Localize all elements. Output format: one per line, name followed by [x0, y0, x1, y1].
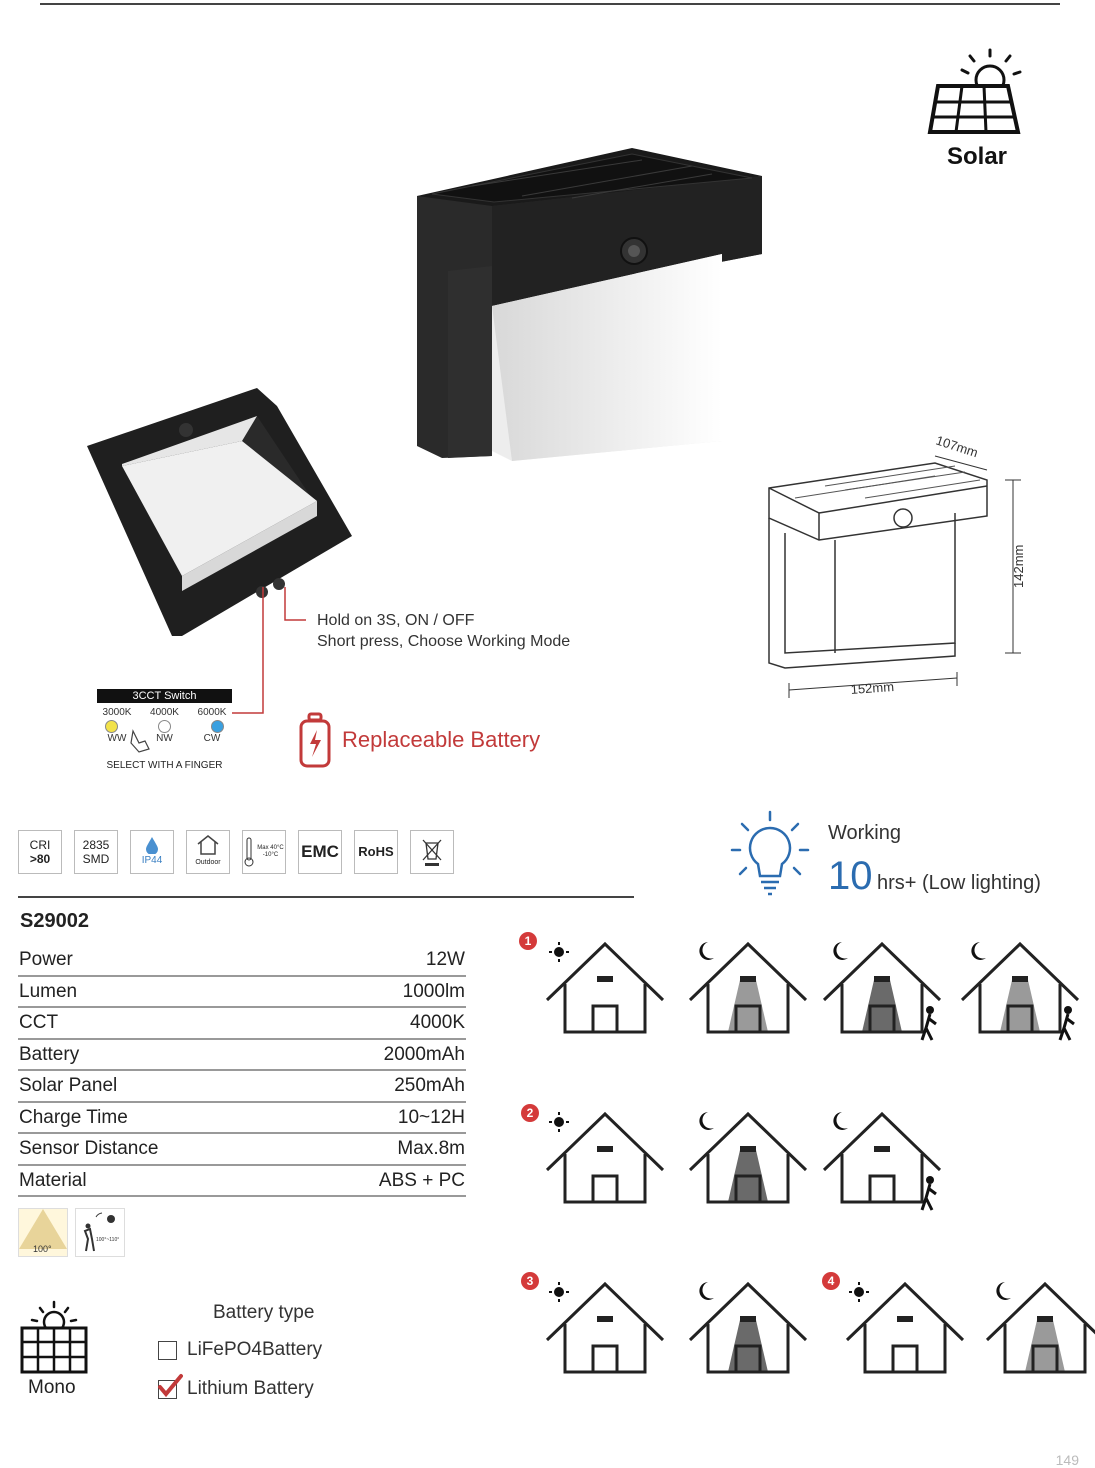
house-mode-icon: [545, 940, 665, 1050]
spec-label: CCT: [19, 1012, 59, 1033]
house-mode-icon: [845, 1280, 965, 1390]
spec-value: 10~12H: [397, 1106, 465, 1128]
solar-label: Solar: [946, 143, 1008, 170]
spec-label: Material: [19, 1169, 87, 1191]
dim-height: 142mm: [1011, 544, 1026, 588]
house-outline-icon: [196, 834, 220, 856]
house-mode-icon: [822, 1110, 942, 1220]
outdoor-icon: [186, 830, 230, 874]
replaceable-battery-label: Replaceable Battery: [342, 727, 541, 752]
battery-option-lithium[interactable]: [158, 1378, 314, 1400]
temp-min: -10°C: [262, 852, 279, 858]
temp-max: Max 40°C: [257, 845, 284, 851]
cct-temp: 6000K: [197, 707, 227, 718]
spec-label: Sensor Distance: [19, 1138, 159, 1159]
cct-code: NW: [156, 733, 173, 744]
spec-row: [18, 1040, 466, 1072]
smd-label: SMD: [82, 852, 110, 866]
house-mode-icon: [985, 1280, 1095, 1390]
product-image-front: [412, 146, 772, 466]
outdoor-label: Outdoor: [195, 859, 221, 866]
mode-number-badge: 2: [521, 1104, 539, 1122]
battery-option-lifepo4[interactable]: [158, 1339, 322, 1361]
spec-value: 250mAh: [394, 1075, 465, 1096]
mode-number-badge: 1: [519, 932, 537, 950]
mode-number-badge: 3: [521, 1272, 539, 1290]
finger-icon: [127, 729, 151, 753]
spec-value: 2000mAh: [383, 1043, 465, 1065]
model-number: S29002: [20, 910, 89, 932]
spec-label: Charge Time: [19, 1106, 128, 1128]
spec-row: [18, 1134, 466, 1166]
cri-value: >80: [29, 852, 51, 866]
temperature-icon: [242, 830, 286, 874]
rohs-label: RoHS: [358, 844, 394, 859]
mono-label: Mono: [28, 1377, 76, 1398]
house-mode-icon: [960, 940, 1080, 1050]
water-drop-icon: [145, 836, 159, 854]
house-mode-icon: [545, 1110, 665, 1220]
spec-label: Battery: [19, 1043, 80, 1065]
working-hours: [828, 854, 1041, 899]
spec-label: Solar Panel: [19, 1075, 118, 1096]
smd-number: 2835: [82, 838, 110, 852]
working-hours-number: 10: [828, 854, 873, 898]
cct-dot-ww[interactable]: [105, 720, 118, 733]
cct-footer: SELECT WITH A FINGER: [106, 760, 223, 771]
hint-line-1: Hold on 3S, ON / OFF: [317, 612, 475, 629]
product-image-bottom: [82, 386, 357, 641]
solar-badge: [922, 42, 1032, 172]
spec-row: [18, 945, 466, 977]
bulb-icon: [728, 808, 812, 900]
beam-angle-icon: [18, 1208, 68, 1257]
emc-icon: [298, 830, 342, 874]
house-mode-icon: [688, 1280, 808, 1390]
emc-label: EMC: [301, 842, 339, 861]
working-label: Working: [828, 822, 901, 844]
spec-label: Power: [19, 949, 73, 970]
cct-temp: 3000K: [102, 707, 132, 718]
battery-icon: [298, 712, 332, 768]
cct-dot-cw[interactable]: [211, 720, 224, 733]
button-hint: [317, 610, 570, 652]
cct-temp: 4000K: [150, 707, 179, 718]
top-rule: [40, 3, 1060, 5]
checkmark-icon: [157, 1373, 183, 1399]
spec-row: [18, 1071, 466, 1103]
spec-row: [18, 977, 466, 1009]
cct-title: 3CCT Switch: [97, 689, 232, 703]
ip44-label: IP44: [141, 855, 163, 866]
cri-label: CRI: [29, 838, 51, 852]
mode-number-badge: 4: [822, 1272, 840, 1290]
certification-icons: [18, 830, 454, 874]
spec-row: [18, 1008, 466, 1040]
rohs-icon: [354, 830, 398, 874]
spec-table: [18, 945, 466, 1197]
dimension-drawing: [755, 428, 1045, 708]
spec-row: [18, 1166, 466, 1198]
house-mode-icon: [545, 1280, 665, 1390]
sensor-angle-icon: [75, 1208, 125, 1257]
spec-value: 4000K: [410, 1012, 465, 1033]
cct-dot-nw[interactable]: [158, 720, 171, 733]
cct-code: CW: [203, 733, 221, 744]
spec-row: [18, 1103, 466, 1135]
smd-icon: [74, 830, 118, 874]
beam-angle-label: 100°: [33, 1244, 52, 1254]
lifepo4-checkbox[interactable]: [158, 1341, 177, 1360]
cct-switch: [97, 689, 232, 771]
replaceable-battery: [298, 712, 540, 768]
battery-type-title: Battery type: [213, 1302, 315, 1323]
cct-code: WW: [107, 733, 127, 744]
cri-icon: [18, 830, 62, 874]
house-mode-icon: [688, 1110, 808, 1220]
sensor-angle-label: 100°~110°: [96, 1237, 120, 1243]
mono-panel-icon: [18, 1300, 90, 1376]
weee-bin-icon: [410, 830, 454, 874]
solar-panel-icon: [922, 42, 1032, 142]
battery-option-label: LiFePO4Battery: [187, 1339, 323, 1360]
working-hours-suffix: hrs+ (Low lighting): [876, 872, 1041, 894]
house-mode-icon: [822, 940, 942, 1050]
spec-label: Lumen: [19, 980, 78, 1002]
spec-value: 12W: [425, 949, 465, 970]
crossed-bin-icon: [420, 837, 444, 867]
dim-depth: 107mm: [934, 432, 980, 461]
ip44-icon: [130, 830, 174, 874]
spec-value: 1000lm: [402, 980, 465, 1002]
spec-value: Max.8m: [397, 1138, 465, 1159]
motion-sensor-icon: [76, 1209, 124, 1256]
spec-divider: [18, 896, 634, 898]
hint-line-2: Short press, Choose Working Mode: [317, 633, 571, 650]
callout-lines: [230, 585, 310, 720]
thermometer-icon: [244, 837, 254, 867]
battery-option-label: Lithium Battery: [187, 1378, 314, 1399]
house-mode-icon: [688, 940, 808, 1050]
spec-value: ABS + PC: [378, 1169, 465, 1191]
page-number: 149: [1055, 1452, 1079, 1468]
lithium-checkbox[interactable]: [158, 1380, 177, 1399]
dim-width: 152mm: [850, 679, 895, 697]
